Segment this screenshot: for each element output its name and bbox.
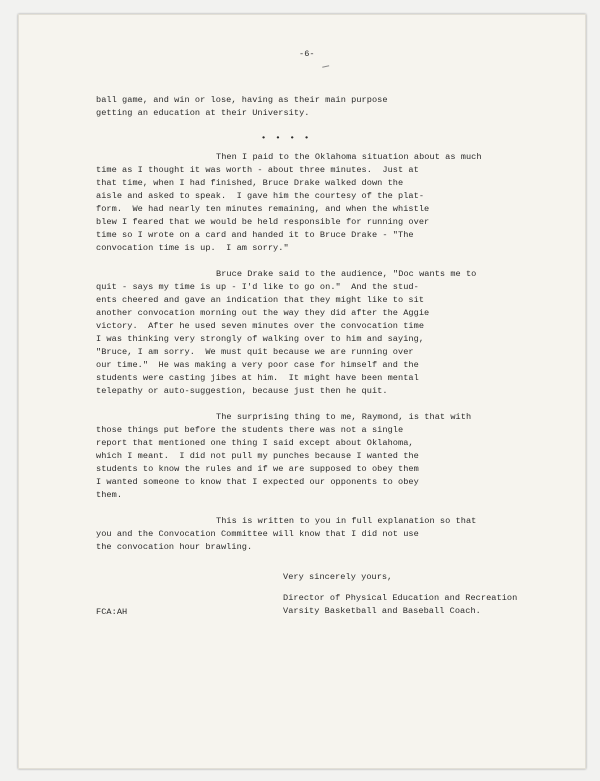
paragraph-3-line: The surprising thing to me, Raymond, is that with bbox=[216, 412, 472, 422]
letter-page bbox=[18, 14, 586, 769]
opening-line: ball game, and win or lose, having as their main purpose bbox=[96, 95, 388, 105]
paragraph-1-line: form. We had nearly ten minutes remaining, and when the whistle bbox=[96, 204, 430, 214]
paragraph-1-line: aisle and asked to speak. I gave him the courtesy of the plat- bbox=[96, 191, 425, 201]
paragraph-3-line: which I meant. I did not pull my punches because I wanted the bbox=[96, 451, 419, 461]
page-number: -6- bbox=[299, 49, 315, 59]
opening-line: getting an education at their University. bbox=[96, 108, 310, 118]
closing-salutation: Very sincerely yours, bbox=[283, 572, 393, 582]
paragraph-3-line: I wanted someone to know that I expected our opponents to obey bbox=[96, 477, 419, 487]
paragraph-2-line: I was thinking very strongly of walking over to him and saying, bbox=[96, 334, 425, 344]
section-separator: • • • • bbox=[261, 133, 312, 143]
paragraph-2-line: "Bruce, I am sorry. We must quit because we are running over bbox=[96, 347, 414, 357]
paragraph-3-line: students to know the rules and if we are supposed to obey them bbox=[96, 464, 419, 474]
paragraph-2-line: victory. After he used seven minutes over the convocation time bbox=[96, 321, 425, 331]
paragraph-2-line: quit - says my time is up - I'd like to go on." And the stud- bbox=[96, 282, 419, 292]
paragraph-1-line: convocation time is up. I am sorry." bbox=[96, 243, 289, 253]
reference-initials: FCA:AH bbox=[96, 607, 128, 617]
signer-title-line: Varsity Basketball and Baseball Coach. bbox=[283, 606, 481, 616]
paragraph-2-line: our time." He was making a very poor case for himself and the bbox=[96, 360, 419, 370]
paragraph-1-line: time so I wrote on a card and handed it to Bruce Drake - "The bbox=[96, 230, 414, 240]
paragraph-4-line: This is written to you in full explanation so that bbox=[216, 516, 477, 526]
paragraph-2-line: Bruce Drake said to the audience, "Doc wants me to bbox=[216, 269, 477, 279]
paragraph-3-line: report that mentioned one thing I said except about Oklahoma, bbox=[96, 438, 414, 448]
paragraph-1-line: time as I thought it was worth - about three minutes. Just at bbox=[96, 165, 419, 175]
paragraph-2-line: telepathy or auto-suggestion, because just then he quit. bbox=[96, 386, 388, 396]
paragraph-3-line: them. bbox=[96, 490, 123, 500]
paragraph-3-line: those things put before the students there was not a single bbox=[96, 425, 404, 435]
paragraph-1-line: blew I feared that we would be held responsible for running over bbox=[96, 217, 430, 227]
pen-mark bbox=[322, 63, 329, 67]
paragraph-2-line: students were casting jibes at him. It might have been mental bbox=[96, 373, 419, 383]
signer-title-line: Director of Physical Education and Recreation bbox=[283, 593, 518, 603]
paragraph-1-line: Then I paid to the Oklahoma situation about as much bbox=[216, 152, 482, 162]
paragraph-1-line: that time, when I had finished, Bruce Drake walked down the bbox=[96, 178, 404, 188]
paragraph-2-line: another convocation morning out the way they did after the Aggie bbox=[96, 308, 430, 318]
paragraph-2-line: ents cheered and gave an indication that they might like to sit bbox=[96, 295, 425, 305]
paragraph-4-line: you and the Convocation Committee will know that I did not use bbox=[96, 529, 419, 539]
paragraph-4-line: the convocation hour brawling. bbox=[96, 542, 253, 552]
